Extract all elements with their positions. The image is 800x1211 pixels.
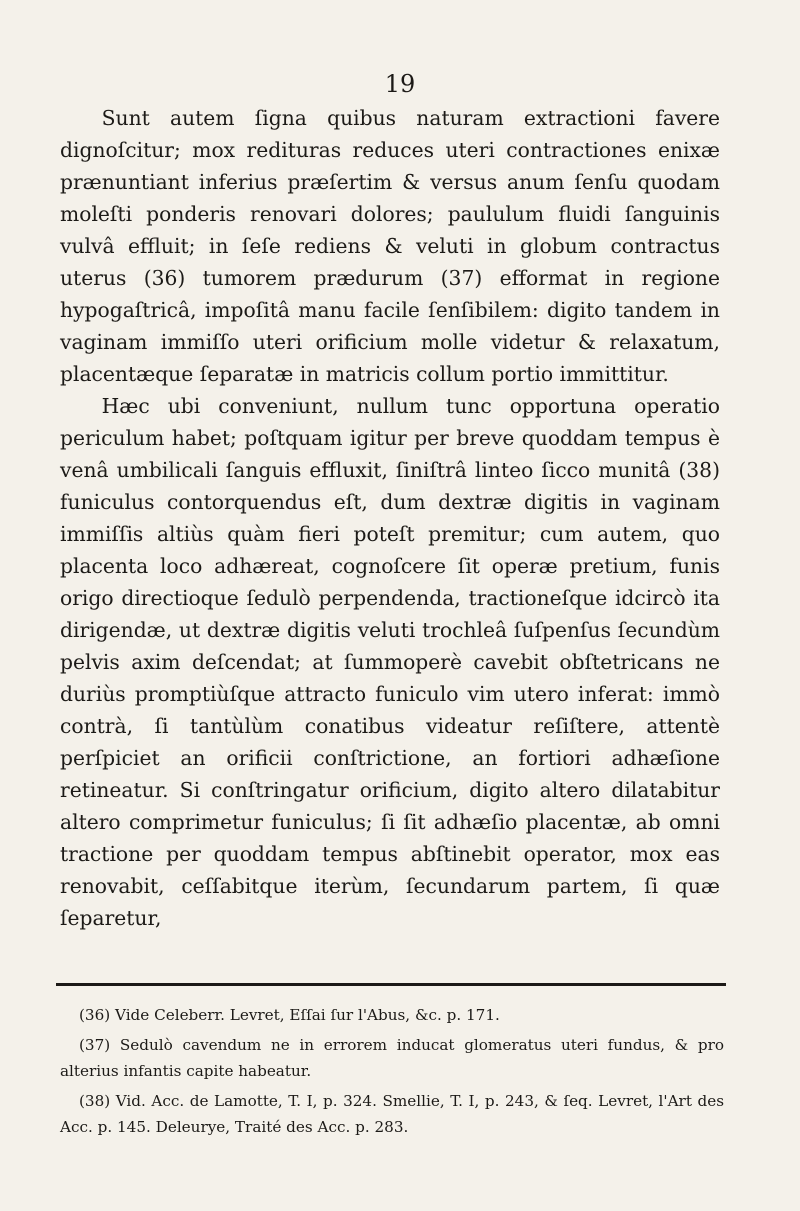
footnote-divider (56, 983, 726, 986)
footnotes (60, 1002, 724, 1144)
page-number: 19 (384, 70, 416, 98)
footnote: (38) Vid. Acc. de Lamotte, T. I, p. 324. Smellie, T. I, p. 243, & ſeq. Levret, l'Art des Acc. p. 145. Deleurye, Traité des Acc. p. 283. (60, 1092, 724, 1136)
footnote: (37) Sedulò cavendum ne in errorem inducat glomeratus uteri fundus, & pro alterius infantis capite habeatur. (60, 1036, 724, 1080)
footnote: (36) Vide Celeberr. Levret, Eſſai ſur l'Abus, &c. p. 171. (79, 1006, 500, 1024)
main-text (60, 102, 720, 934)
paragraph: Sunt autem ſigna quibus naturam extractioni favere dignoſcitur; mox redituras reduces uteri contractiones enixæ prænuntiant inferius præſertim & versus anum ſenſu quodam moleſti ponderis renovari dolores; paululum fluidi ſanguinis vulvâ effluit; in ſeſe rediens & veluti in globum contractus uterus (36) tumorem prædurum (37) efformat in regione hypogaſtricâ, impoſitâ manu facile ſenſibilem: digito tandem in vaginam immiſſo uteri orificium molle videtur & relaxatum, placentæque ſeparatæ in matricis collum portio immittitur. (60, 106, 720, 386)
paragraph: Hæc ubi conveniunt, nullum tunc opportuna operatio periculum habet; poſtquam igitur per breve quoddam tempus è venâ umbilicali ſanguis effluxit, ſiniſtrâ linteo ſicco munitâ (38) funiculus contorquendus eſt, dum dextræ digitis in vaginam immiſſis altiùs quàm fieri poteſt premitur; cum autem, quo placenta loco adhæreat, cognoſcere ſit operæ pretium, funis origo directioque ſedulò perpendenda, tractioneſque idcircò ita dirigendæ, ut dextræ digitis veluti trochleâ ſuſpenſus ſecundùm pelvis axim deſcendat; at ſummoperè cavebit obſtetricans ne duriùs promptiùſque attracto funiculo vim utero inferat: immò contrà, ſi tantùlùm conatibus videatur reſiſtere, attentè perſpiciet an orificii conſtrictione, an fortiori adhæſione retineatur. Si conſtringatur orificium, digito altero dilatabitur altero comprimetur funiculus; ſi ſit adhæſio placentæ, ab omni tractione per quoddam tempus abſtinebit operator, mox eas renovabit, ceſſabitque iterùm, ſecundarum partem, ſi quæ ſeparetur, (60, 394, 720, 930)
